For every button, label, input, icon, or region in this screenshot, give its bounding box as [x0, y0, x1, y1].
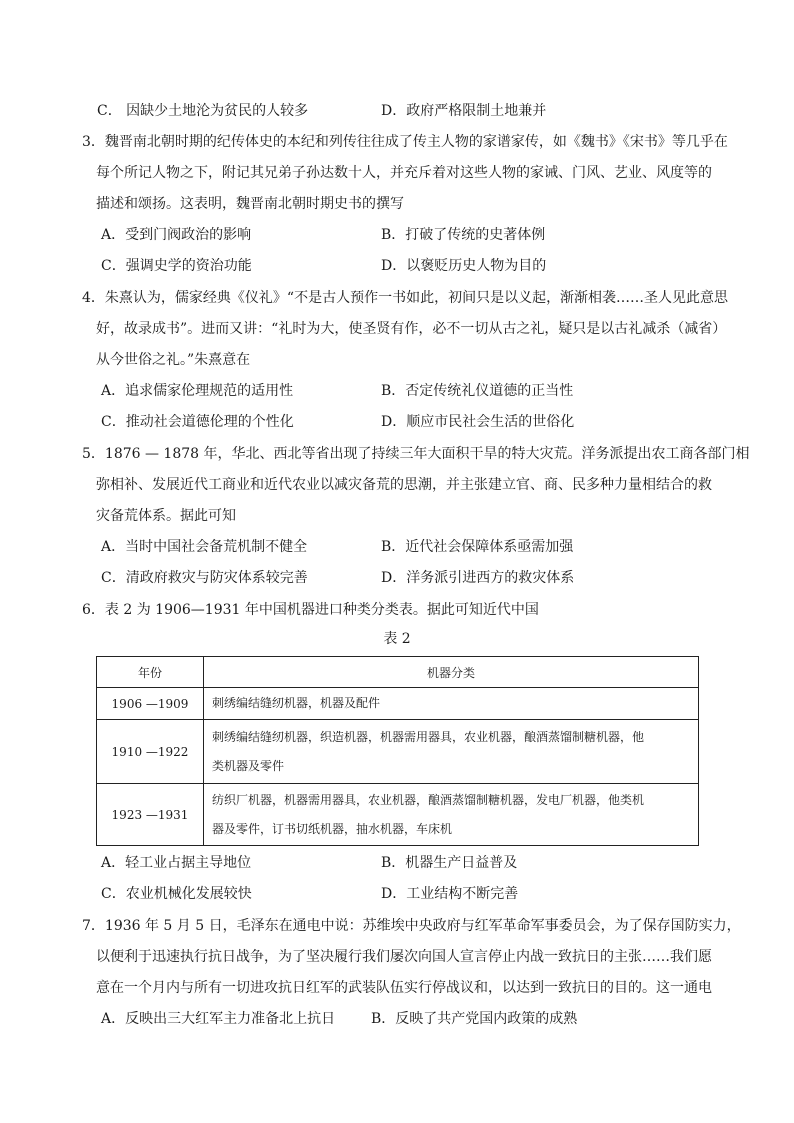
q7-stem-line-3: 意在一个月内与所有一切进攻抗日红军的武装队伍实行停战议和，以达到一致抗日的目的。这一通电 [96, 980, 712, 996]
table-header-category: 机器分类 [204, 657, 699, 688]
q5-option-d: D．洋务派引进西方的救灾体系 [381, 570, 575, 586]
table-row [97, 784, 699, 846]
q4-stem-line-3: 从今世俗之礼。”朱熹意在 [96, 352, 251, 368]
q7-stem-line-2: 以便利于迅速执行抗日战争，为了坚决履行我们屡次向国人宣言停止内战一致抗日的主张……我们愿 [96, 949, 712, 965]
q6-stem-line: 6．表 2 为 1906—1931 年中国机器进口种类分类表。据此可知近代中国 [82, 602, 539, 618]
q6-option-d: D．工业结构不断完善 [381, 886, 519, 902]
q6-option-b: B．机器生产日益普及 [381, 855, 518, 871]
table-header-year: 年份 [97, 657, 204, 688]
category-line: 纺织厂机器，机器需用器具，农业机器，酿酒蒸馏制糖机器，发电厂机器，他类机 [212, 792, 645, 807]
q5-option-c: C．清政府救灾与防灾体系较完善 [101, 570, 308, 586]
q3-stem-line-3: 描述和颂扬。这表明，魏晋南北朝时期史书的撰写 [96, 196, 404, 212]
q4-option-a: A．追求儒家伦理规范的适用性 [101, 383, 294, 399]
q4-stem-line-1: 4．朱熹认为，儒家经典《仪礼》“不是古人预作一书如此，初间只是以义起，渐渐相袭……圣人见此意思 [82, 290, 729, 306]
q5-option-a: A．当时中国社会备荒机制不健全 [101, 539, 308, 555]
q3-stem-line-1: 3．魏晋南北朝时期的纪传体史的本纪和列传往往成了传主人物的家谱家传，如《魏书》《宋书》等几乎在 [82, 134, 728, 150]
q5-option-b: B．近代社会保障体系亟需加强 [381, 539, 574, 555]
q6-option-a: A．轻工业占据主导地位 [101, 855, 252, 871]
q3-option-a: A．受到门阀政治的影响 [101, 227, 252, 243]
q3-option-b: B．打破了传统的史著体例 [381, 227, 546, 243]
q5-stem-line-3: 灾备荒体系。据此可知 [96, 508, 236, 524]
q7-option-b: B．反映了共产党国内政策的成熟 [371, 1011, 578, 1027]
q5-stem-line-2: 弥相补、发展近代工商业和近代农业以减灾备荒的思潮，并主张建立官、商、民多种力量相结合的救 [96, 477, 712, 493]
q4-option-b: B．否定传统礼仪道德的正当性 [381, 383, 574, 399]
q7-stem-line-1: 7．1936 年 5 月 5 日，毛泽东在通电中说：苏维埃中央政府与红军革命军事委员会，为了保存国防实力， [82, 918, 741, 934]
category-line: 类机器及零件 [212, 758, 285, 773]
table-cell-category [204, 720, 699, 784]
category-line: 刺绣编结缝纫机器，机器及配件 [212, 696, 381, 710]
q3-stem-line-2: 每个所记人物之下，附记其兄弟子孙达数十人，并充斥着对这些人物的家诫、门风、艺业、风度等的 [96, 165, 712, 181]
category-line: 器及零件，订书切纸机器，抽水机器，车床机 [212, 821, 453, 836]
category-line: 刺绣编结缝纫机器，织造机器，机器需用器具，农业机器，酿酒蒸馏制糖机器，他 [212, 729, 645, 744]
q3-option-d: D．以褒贬历史人物为目的 [381, 258, 547, 274]
q4-option-c: C．推动社会道德伦理的个性化 [101, 414, 294, 430]
q5-stem-line-1: 5．1876 — 1878 年，华北、西北等省出现了持续三年大面积干旱的特大灾荒。洋务派提出农工商各部门相 [82, 446, 750, 462]
table-row [97, 720, 699, 784]
q3-option-c: C．强调史学的资治功能 [101, 258, 252, 274]
table-header-row [97, 657, 699, 688]
machine-import-table [96, 656, 699, 846]
q7-option-a: A．反映出三大红军主力准备北上抗日 [101, 1011, 336, 1027]
q2-option-d: D．政府严格限制土地兼并 [381, 103, 547, 119]
q4-stem-line-2: 好，故录成书”。进而又讲：“礼时为大，使圣贤有作，必不一切从古之礼，疑只是以古礼减杀（减省） [96, 321, 727, 337]
q2-option-c: C． 因缺少土地沦为贫民的人较多 [97, 103, 309, 119]
table-row [97, 688, 699, 720]
table-caption: 表 2 [383, 631, 411, 647]
table-cell-category [204, 688, 699, 720]
table-cell-year: 1906 —1909 [97, 688, 204, 720]
table-cell-year: 1910 —1922 [97, 720, 204, 784]
q6-option-c: C．农业机械化发展较快 [101, 886, 252, 902]
table-cell-category [204, 784, 699, 846]
q4-option-d: D．顺应市民社会生活的世俗化 [381, 414, 575, 430]
table-cell-year: 1923 —1931 [97, 784, 204, 846]
